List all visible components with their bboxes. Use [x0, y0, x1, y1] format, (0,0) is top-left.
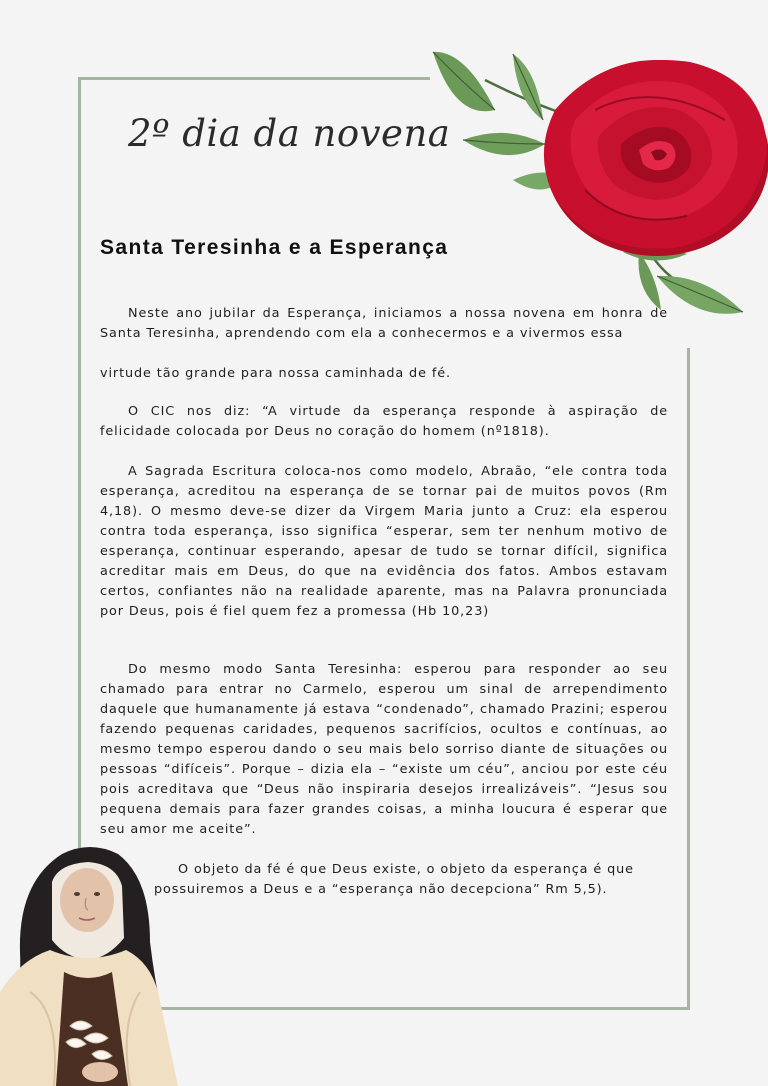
- paragraph-3: A Sagrada Escritura coloca-nos como modelo, Abraão, “ele contra toda esperança, acreditou na esperança de se tornar pai de muitos povos (Rm 4,18). O mesmo deve-se dizer da Virgem Maria junto a Cruz: ela esperou contra toda esperança, isso significa “esperar, sem ter nenhum motivo de esperança, continuar esperando, apesar de tudo se tornar difícil, significa acreditar mais em Deus, do que na evidência dos fatos. Ambos estavam certos, confiantes não na realidade aparente, mas na Palavra pronunciada por Deus, pois é fiel quem fez a promessa (Hb 10,23): [100, 464, 668, 619]
- paragraph-4: Do mesmo modo Santa Teresinha: esperou para responder ao seu chamado para entrar no Carmelo, esperou um sinal de arrependimento daquele que humanamente já estava “condenado”, chamado Prazini; esperou fazendo pequenas caridades, pequenos sacrifícios, ocultos e contínuas, ao mesmo tempo esperou dando o seu mais belo sorriso diante de situações ou pessoas “difíceis”. Porque – dizia ela – “existe um céu”, anciou por este céu pois acreditava que “Deus não inspiraria desejos irrealizáveis”. “Jesus sou pequena demais para fazer grandes coisas, a minha loucura é esperar que seu amor me aceite”.: [100, 662, 668, 837]
- paragraph-1-line-1: Neste ano jubilar da Esperança, iniciamos a nossa novena em honra de Santa Teresinha, aprendendo com ela a conhecermos e a vivermos essa: [100, 306, 668, 341]
- frame-top-line: [78, 77, 430, 80]
- section-heading: Santa Teresinha e a Esperança: [100, 236, 449, 259]
- page-title: 2º dia da novena: [128, 112, 451, 155]
- paragraph-5-line-1: O objeto da fé é que Deus existe, o objeto da esperança é que: [178, 862, 634, 877]
- rose-illustration: [425, 40, 768, 340]
- paragraph-5-line-2: possuiremos a Deus e a “esperança não decepciona” Rm 5,5).: [154, 882, 608, 897]
- frame-left-line: [78, 77, 81, 877]
- paragraph-2: O CIC nos diz: “A virtude da esperança responde à aspiração de felicidade colocada por Deus no coração do homem (nº1818).: [100, 404, 668, 439]
- frame-right-line: [687, 348, 690, 1010]
- saint-portrait: [0, 842, 180, 1086]
- frame-bottom-line: [150, 1007, 690, 1010]
- paragraph-1-line-2: virtude tão grande para nossa caminhada de fé.: [100, 366, 451, 381]
